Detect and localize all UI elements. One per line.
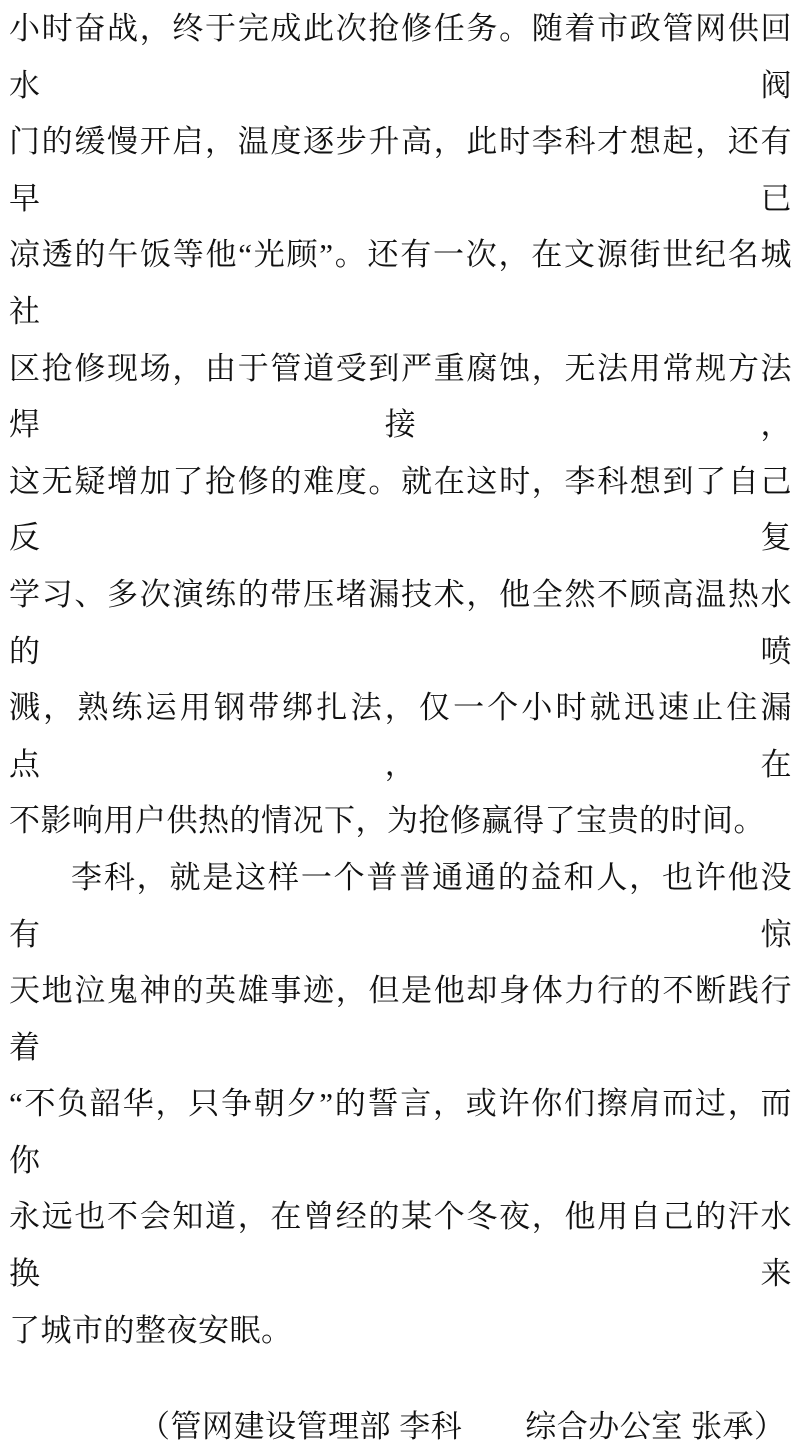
text-line: “不负韶华，只争朝夕”的誓言，或许你们擦肩而过，而你 xyxy=(9,1086,792,1178)
text-line: 了城市的整夜安眠。 xyxy=(9,1312,293,1348)
text-line: 凉透的午饭等他“光顾”。还有一次，在文源街世纪名城社 xyxy=(9,237,792,329)
text-line: 天地泣鬼神的英雄事迹，但是他却身体力行的不断践行着 xyxy=(9,973,792,1065)
text-line: 区抢修现场，由于管道受到严重腐蚀，无法用常规方法焊接， xyxy=(9,350,792,443)
text-line: 永远也不会知道，在曾经的某个冬夜，他用自己的汗水换来 xyxy=(9,1199,792,1292)
paragraph-1 xyxy=(9,1,792,850)
signature-line: （管网建设管理部 李科 综合办公室 张承） xyxy=(139,1409,786,1445)
text-line: 小时奋战，终于完成此次抢修任务。随着市政管网供回水阀 xyxy=(9,11,792,103)
text-line: 门的缓慢开启，温度逐步升高，此时李科才想起，还有早已 xyxy=(9,124,792,216)
text-line: 不影响用户供热的情况下，为抢修赢得了宝贵的时间。 xyxy=(9,803,765,839)
text-line: 这无疑增加了抢修的难度。就在这时，李科想到了自己反复 xyxy=(9,463,792,556)
text-line: 李科，就是这样一个普普通通的益和人，也许他没有惊 xyxy=(9,859,792,952)
paragraph-2 xyxy=(9,850,792,1359)
text-line: 学习、多次演练的带压堵漏技术，他全然不顾高温热水的喷 xyxy=(9,576,792,669)
text-line: 溅，熟练运用钢带绑扎法，仅一个小时就迅速止住漏点，在 xyxy=(9,690,792,782)
